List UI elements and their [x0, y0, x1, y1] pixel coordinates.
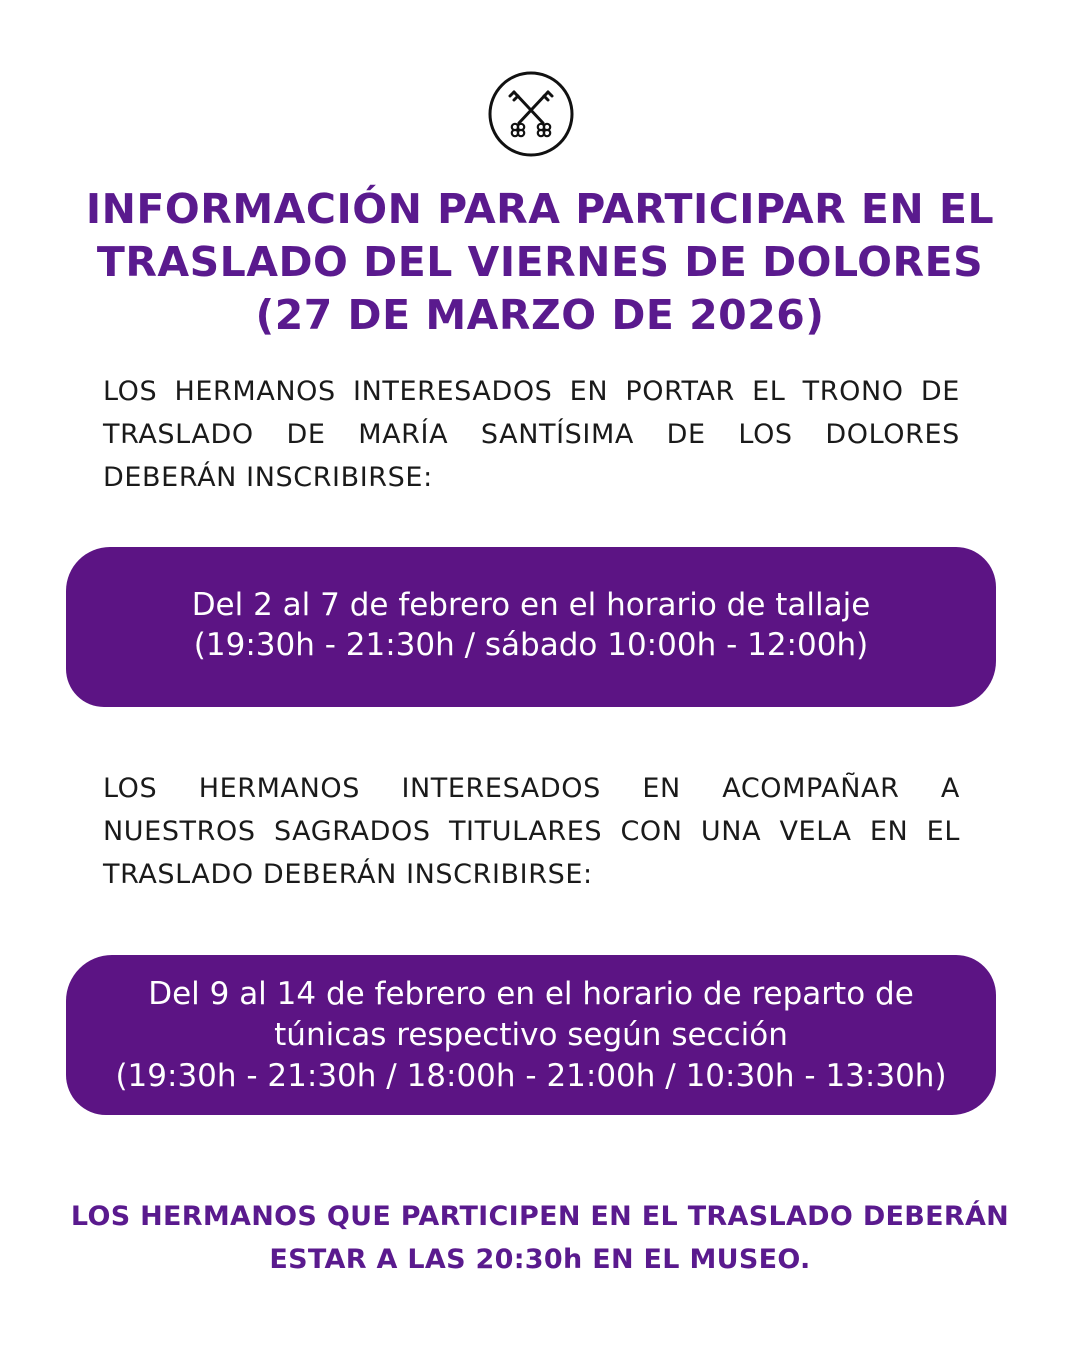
word: ACOMPAÑAR [722, 773, 900, 804]
title-line: TRASLADO DEL VIERNES DE DOLORES [96, 238, 984, 286]
justified-line [103, 370, 960, 413]
crossed-keys-icon [488, 71, 574, 157]
word: DE [920, 376, 960, 407]
vela-intro-text [103, 767, 960, 896]
box-line: Del 2 al 7 de febrero en el horario de tallaje [191, 587, 871, 623]
word: UNA [700, 816, 762, 847]
word: DOLORES [825, 419, 960, 450]
word: EN [642, 773, 681, 804]
trono-intro-text [103, 370, 960, 499]
title-line: (27 DE MARZO DE 2026) [255, 291, 825, 339]
word: INTERESADOS [353, 376, 553, 407]
word: INTERESADOS [401, 773, 601, 804]
word: TRASLADO [103, 419, 254, 450]
box-line: (19:30h - 21:30h / 18:00h - 21:00h / 10:30h - 13:30h) [115, 1057, 947, 1094]
justified-line [103, 413, 960, 456]
footer-line: LOS HERMANOS QUE PARTICIPEN EN EL TRASLADO DEBERÁN [70, 1201, 1010, 1232]
word: PORTAR [625, 376, 735, 407]
title-line: INFORMACIÓN PARA PARTICIPAR EN EL [85, 185, 995, 233]
box-line: Del 9 al 14 de febrero en el horario de reparto de [148, 975, 914, 1012]
last-line: DEBERÁN INSCRIBIRSE: [103, 462, 433, 493]
word: CON [620, 816, 683, 847]
last-line: TRASLADO DEBERÁN INSCRIBIRSE: [103, 859, 593, 890]
page-title [60, 183, 1020, 342]
footer-note [40, 1195, 1040, 1281]
word: SANTÍSIMA [480, 419, 634, 450]
tunicas-schedule-box [66, 955, 996, 1115]
word: SAGRADOS [273, 816, 431, 847]
word: EN [869, 816, 909, 847]
word: HERMANOS [198, 773, 360, 804]
justified-line [103, 810, 960, 853]
word: EL [926, 816, 960, 847]
footer-line: ESTAR A LAS 20:30h EN EL MUSEO. [269, 1244, 811, 1275]
word: LOS [738, 419, 793, 450]
word: EN [569, 376, 609, 407]
word: HERMANOS [174, 376, 336, 407]
word: NUESTROS [103, 816, 256, 847]
word: EL [752, 376, 786, 407]
word: VELA [779, 816, 852, 847]
word: MARÍA [358, 419, 449, 450]
word: TRONO [802, 376, 904, 407]
word: TITULARES [448, 816, 603, 847]
word: DE [666, 419, 706, 450]
word: DE [286, 419, 326, 450]
tallaje-schedule-box [66, 547, 996, 707]
box-line: túnicas respectivo según sección [274, 1016, 788, 1053]
word: LOS [103, 376, 158, 407]
crossed-keys-logo [488, 71, 574, 157]
justified-line [103, 767, 960, 810]
word: A [940, 773, 960, 804]
word: LOS [103, 773, 158, 804]
box-line: (19:30h - 21:30h / sábado 10:00h - 12:00h) [193, 627, 869, 663]
